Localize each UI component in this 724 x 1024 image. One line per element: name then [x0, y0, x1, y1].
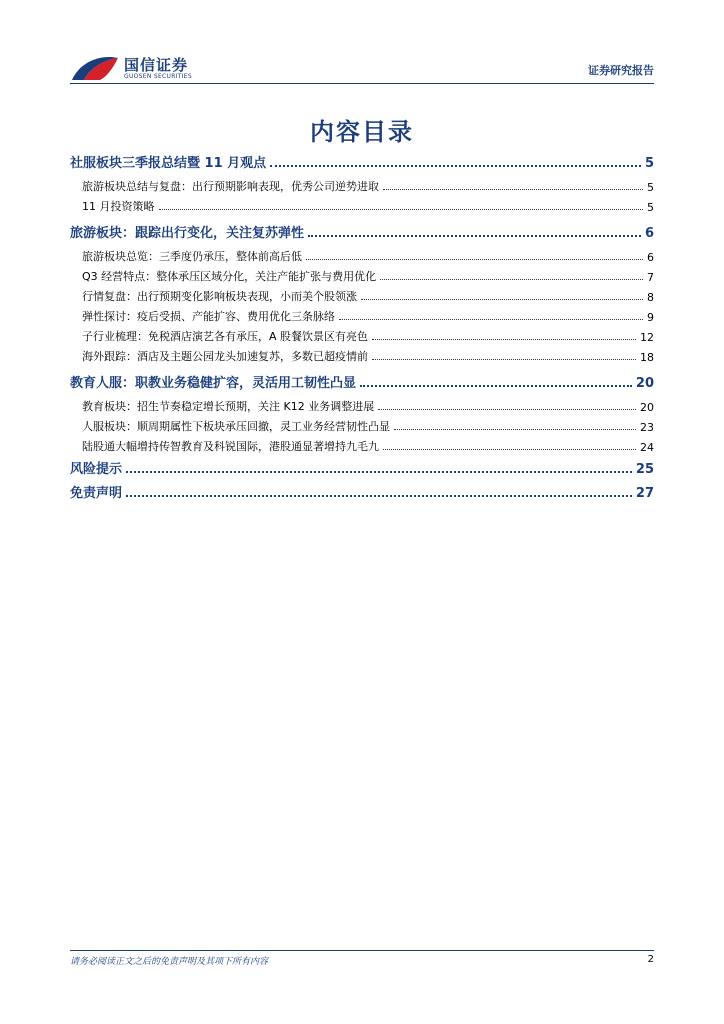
toc-entry-label: 行情复盘：出行预期变化影响板块表现，小而美个股领涨 [82, 290, 357, 303]
toc-entry-page: 23 [640, 421, 654, 434]
toc-subsection-entry[interactable] [70, 348, 654, 364]
toc-subsection-entry[interactable] [70, 268, 654, 284]
toc-entry-label: 11 月投资策略 [82, 200, 155, 213]
toc-subsection-entry[interactable] [70, 398, 654, 414]
toc-entry-label: 弹性探讨：疫后受损、产能扩容、费用优化三条脉络 [82, 310, 335, 323]
footer-disclaimer-note: 请务必阅读正文之后的免责声明及其项下所有内容 [70, 957, 269, 967]
toc-entry-page: 5 [647, 201, 654, 214]
toc-entry-page: 24 [640, 441, 654, 454]
toc-entry-page: 12 [640, 331, 654, 344]
logo-english-name: GUOSEN SECURITIES [124, 73, 193, 80]
toc-section-entry[interactable] [70, 458, 654, 477]
toc-entry-page: 27 [635, 486, 654, 501]
header-divider [70, 83, 654, 84]
toc-entry-label: 教育板块：招生节奏稳定增长预期，关注 K12 业务调整进展 [82, 400, 375, 413]
toc-section-entry[interactable] [70, 222, 654, 241]
toc-dot-leader [383, 189, 643, 190]
toc-dot-leader [339, 319, 643, 320]
toc-subsection-entry[interactable] [70, 328, 654, 344]
toc-dot-leader [372, 339, 636, 340]
toc-entry-page: 5 [647, 181, 654, 194]
toc-dot-leader [126, 471, 632, 473]
toc-dot-leader [378, 409, 636, 410]
toc-subsection-entry[interactable] [70, 308, 654, 324]
toc-dot-leader [383, 449, 636, 450]
toc-subsection-entry[interactable] [70, 198, 654, 214]
toc-entry-page: 6 [644, 226, 654, 241]
toc-section-entry[interactable] [70, 482, 654, 501]
toc-entry-label: 子行业梳理：免税酒店演艺各有承压，A 股餐饮景区有亮色 [82, 330, 369, 343]
page-header [0, 0, 724, 90]
toc-entry-label: 旅游板块总览：三季度仍承压，整体前高后低 [82, 250, 302, 263]
toc-entry-page: 5 [644, 156, 654, 171]
toc-entry-page: 9 [647, 311, 654, 324]
toc-dot-leader [394, 429, 636, 430]
toc-dot-leader [308, 235, 641, 237]
page-number: 2 [647, 954, 654, 965]
toc-dot-leader [270, 165, 641, 167]
toc-title: 内容目录 [310, 118, 414, 146]
logo-chinese-name: 国信证券 [124, 56, 189, 74]
toc-entry-label: 风险提示 [70, 462, 123, 477]
toc-entry-page: 6 [647, 251, 654, 264]
toc-entry-page: 25 [635, 462, 654, 477]
footer-divider [70, 950, 654, 951]
company-logo [70, 52, 200, 84]
guosen-logo-icon [70, 52, 122, 84]
toc-dot-leader [380, 279, 643, 280]
toc-subsection-entry[interactable] [70, 418, 654, 434]
toc-dot-leader [306, 259, 643, 260]
toc-subsection-entry[interactable] [70, 438, 654, 454]
toc-entry-page: 8 [647, 291, 654, 304]
toc-section-entry[interactable] [70, 372, 654, 391]
toc-entry-label: 教育人服：职教业务稳健扩容，灵活用工韧性凸显 [70, 376, 357, 391]
toc-entry-page: 18 [640, 351, 654, 364]
toc-dot-leader [372, 359, 636, 360]
toc-entry-page: 20 [635, 376, 654, 391]
report-type-label: 证券研究报告 [588, 64, 654, 77]
toc-entry-label: 社服板块三季报总结暨 11 月观点 [70, 156, 267, 171]
toc-entry-page: 20 [640, 401, 654, 414]
toc-dot-leader [360, 385, 632, 387]
toc-entry-label: Q3 经营特点：整体承压区域分化，关注产能扩张与费用优化 [82, 270, 377, 283]
toc-section-entry[interactable] [70, 152, 654, 171]
toc-dot-leader [159, 209, 644, 210]
toc-entry-page: 7 [647, 271, 654, 284]
toc-dot-leader [361, 299, 643, 300]
toc-subsection-entry[interactable] [70, 288, 654, 304]
toc-entry-label: 免责声明 [70, 486, 123, 501]
toc-entry-label: 旅游板块总结与复盘：出行预期影响表现，优秀公司逆势进取 [82, 180, 379, 193]
toc-entry-label: 陆股通大幅增持传智教育及科锐国际，港股通显著增持九毛九 [82, 440, 379, 453]
toc-entry-label: 人服板块：顺周期属性下板块承压回撤，灵工业务经营韧性凸显 [82, 420, 390, 433]
toc-subsection-entry[interactable] [70, 248, 654, 264]
toc-entry-label: 旅游板块：跟踪出行变化，关注复苏弹性 [70, 226, 305, 241]
toc-entry-label: 海外跟踪：酒店及主题公园龙头加速复苏，多数已超疫情前 [82, 350, 368, 363]
toc-subsection-entry[interactable] [70, 178, 654, 194]
toc-dot-leader [126, 495, 632, 497]
